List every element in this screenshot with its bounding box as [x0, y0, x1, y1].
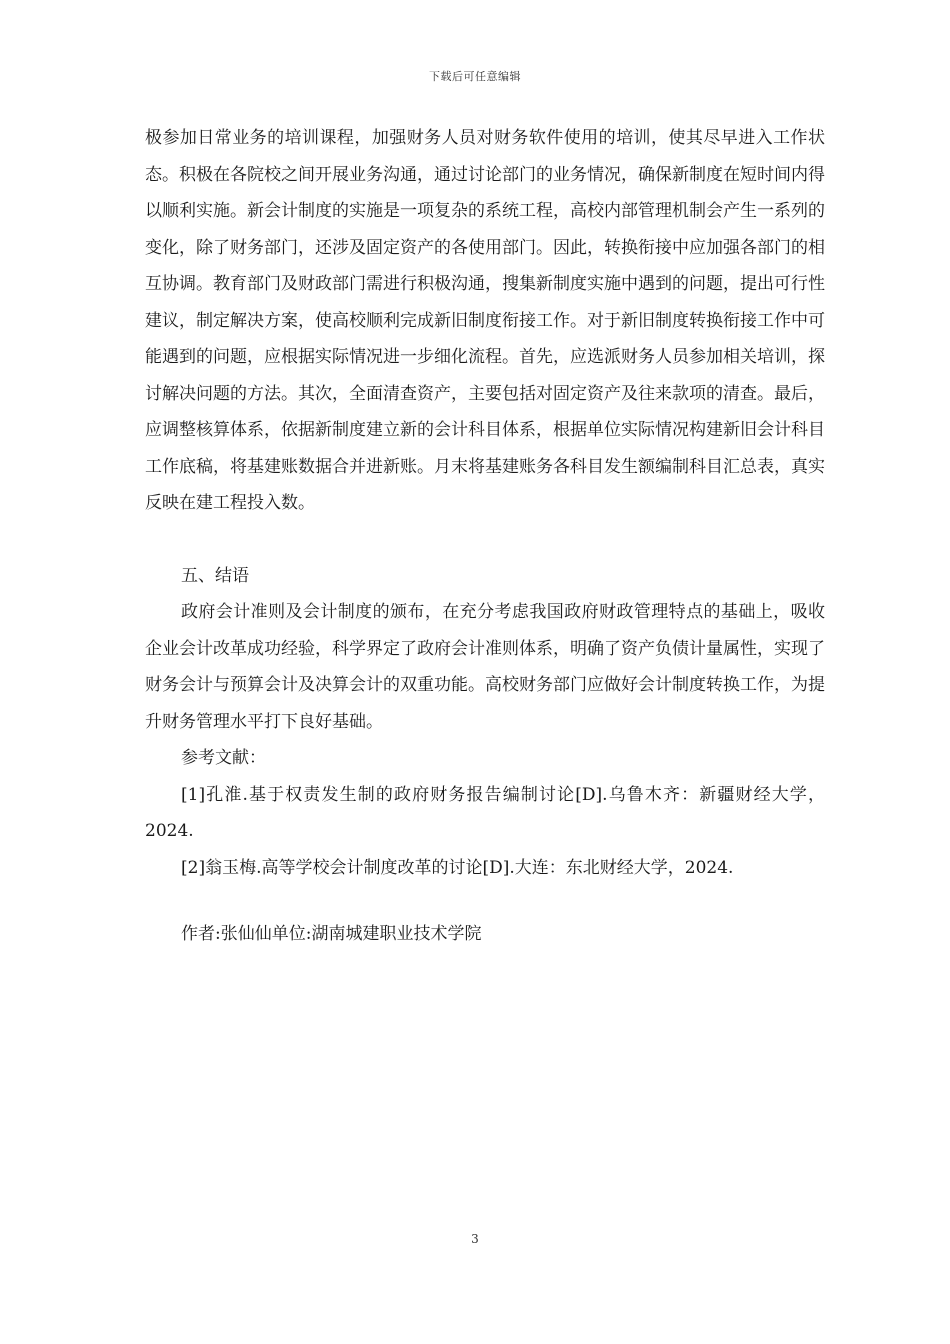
reference-item-2: [2]翁玉梅.高等学校会计制度改革的讨论[D].大连：东北财经大学，2024.: [181, 857, 734, 878]
section-heading-conclusion: 五、结语: [181, 565, 249, 586]
body-paragraph-continuation: 极参加日常业务的培训课程，加强财务人员对财务软件使用的培训，使其尽早进入工作状态。积极在各院校之间开展业务沟通，通过讨论部门的业务情况，确保新制度在短时间内得以顺利实施。新会计制度的实施是一项复杂的系统工程，高校内部管理机制会产生一系列的变化，除了财务部门，还涉及固定资产的各使用部门。因此，转换衔接中应加强各部门的相互协调。教育部门及财政部门需进行积极沟通，搜集新制度实施中遇到的问题，提出可行性建议，制定解决方案，使高校顺利完成新旧制度衔接工作。对于新旧制度转换衔接工作中可能遇到的问题，应根据实际情况进一步细化流程。首先，应选派财务人员参加相关培训，探讨解决问题的方法。其次，全面清查资产，主要包括对固定资产及往来款项的清查。最后，应调整核算体系，依据新制度建立新的会计科目体系，根据单位实际情况构建新旧会计科目工作底稿，将基建账数据合并进新账。月末将基建账务各科目发生额编制科目汇总表，真实反映在建工程投入数。: [145, 128, 825, 513]
page-header: 下载后可任意编辑: [429, 70, 521, 83]
author-line: 作者:张仙仙单位:湖南城建职业技术学院: [181, 924, 482, 944]
body-paragraph-conclusion: 政府会计准则及会计制度的颁布，在充分考虑我国政府财政管理特点的基础上，吸收企业会计改革成功经验，科学界定了政府会计准则体系，明确了资产负债计量属性，实现了财务会计与预算会计及决算会计的双重功能。高校财务部门应做好会计制度转换工作，为提升财务管理水平打下良好基础。: [145, 602, 825, 732]
document-body: [145, 120, 825, 953]
references-heading: 参考文献：: [181, 748, 266, 768]
reference-item-1: [1]孔淮.基于权责发生制的政府财务报告编制讨论[D].乌鲁木齐：新疆财经大学，2024.: [145, 784, 825, 841]
page-number: 3: [471, 1232, 479, 1246]
